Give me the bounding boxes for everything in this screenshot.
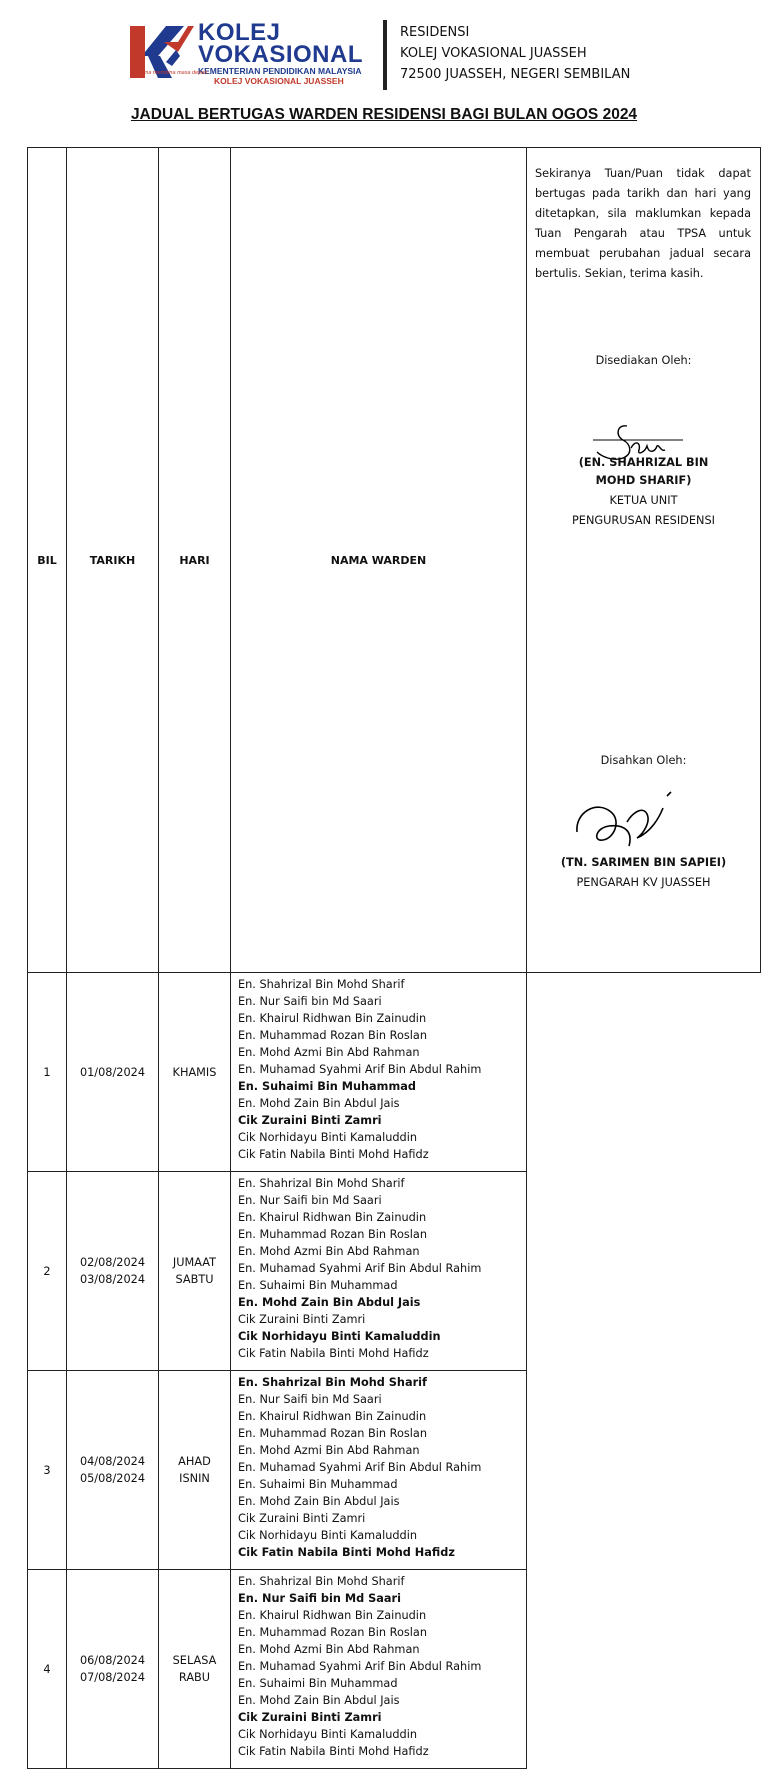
warden-name: Cik Fatin Nabila Binti Mohd Hafidz	[238, 1347, 429, 1360]
cell-tarikh	[67, 1172, 159, 1371]
warden-name: Cik Norhidayu Binti Kamaluddin	[238, 1529, 418, 1542]
cell-hari	[159, 1570, 231, 1769]
cell-tarikh	[67, 973, 159, 1172]
warden-list	[231, 1570, 526, 1760]
warden-name: Cik Zuraini Binti Zamri	[238, 1313, 366, 1326]
warden-name: En. Muhamad Syahmi Arif Bin Abdul Rahim	[238, 1660, 482, 1673]
warden-name: En. Nur Saifi bin Md Saari	[238, 1592, 401, 1605]
col-header-tarikh: TARIKH	[67, 148, 159, 973]
table-header-row	[28, 148, 761, 973]
warden-name: En. Khairul Ridhwan Bin Zainudin	[238, 1609, 427, 1622]
cell-hari	[159, 1371, 231, 1570]
warden-name: En. Mohd Azmi Bin Abd Rahman	[238, 1245, 420, 1258]
warden-schedule-table	[27, 147, 761, 1769]
warden-name: En. Mohd Azmi Bin Abd Rahman	[238, 1643, 420, 1656]
warden-name: En. Shahrizal Bin Mohd Sharif	[238, 1575, 405, 1588]
approved-by-label: Disahkan Oleh:	[600, 754, 687, 767]
cell-tarikh	[67, 1371, 159, 1570]
col-header-hari: HARI	[159, 148, 231, 973]
cell-bil: 2	[28, 1172, 67, 1371]
warden-name: En. Khairul Ridhwan Bin Zainudin	[238, 1410, 427, 1423]
address-block	[400, 22, 630, 85]
warden-name: En. Shahrizal Bin Mohd Sharif	[238, 978, 405, 991]
warden-name: Cik Norhidayu Binti Kamaluddin	[238, 1728, 418, 1741]
side-panel-content	[527, 148, 760, 972]
warden-name: En. Muhammad Rozan Bin Roslan	[238, 1228, 428, 1241]
approved-by-role: PENGARAH KV JUASSEH	[576, 876, 711, 889]
address-line: KOLEJ VOKASIONAL JUASSEH	[400, 46, 587, 61]
warden-name: En. Shahrizal Bin Mohd Sharif	[238, 1177, 405, 1190]
logo-line4: KOLEJ VOKASIONAL JUASSEH	[214, 76, 344, 86]
cell-nama-warden	[231, 1371, 527, 1570]
warden-name: Cik Zuraini Binti Zamri	[238, 1512, 366, 1525]
date-text: 03/08/2024	[79, 1273, 146, 1286]
letterhead	[0, 0, 768, 100]
header-divider	[383, 20, 387, 90]
warden-name: En. Suhaimi Bin Muhammad	[238, 1677, 398, 1690]
prepared-by-role-2: PENGURUSAN RESIDENSI	[572, 514, 715, 527]
prepared-by-name: (EN. SHAHRIZAL BIN	[578, 456, 709, 469]
logo-line2: VOKASIONAL	[198, 41, 364, 68]
warden-name: En. Nur Saifi bin Md Saari	[238, 995, 382, 1008]
table-row	[28, 973, 761, 1172]
warden-name: En. Mohd Zain Bin Abdul Jais	[238, 1296, 421, 1309]
warden-name: Cik Fatin Nabila Binti Mohd Hafidz	[238, 1745, 429, 1758]
warden-name: En. Nur Saifi bin Md Saari	[238, 1194, 382, 1207]
warden-name: En. Muhammad Rozan Bin Roslan	[238, 1029, 428, 1042]
table-row	[28, 1570, 761, 1769]
warden-name: Cik Zuraini Binti Zamri	[238, 1114, 382, 1127]
warden-name: Cik Fatin Nabila Binti Mohd Hafidz	[238, 1148, 429, 1161]
signature-sarimen	[571, 788, 701, 854]
warden-name: En. Suhaimi Bin Muhammad	[238, 1478, 398, 1491]
instruction-note: Sekiranya Tuan/Puan tidak dapat bertugas pada tarikh dan hari yang ditetapkan, sila maklumkan kepada Tuan Pengarah atau TPSA untuk membuat perubahan jadual secara bertulis. Sekian, terima kasih.	[535, 167, 751, 280]
warden-name: Cik Zuraini Binti Zamri	[238, 1711, 382, 1724]
cell-hari	[159, 1172, 231, 1371]
warden-name: En. Mohd Zain Bin Abdul Jais	[238, 1097, 400, 1110]
date-text: 05/08/2024	[79, 1472, 146, 1485]
address-line: 72500 JUASSEH, NEGERI SEMBILAN	[400, 67, 631, 82]
logo-line1: KOLEJ	[198, 19, 281, 46]
prepared-by-label: Disediakan Oleh:	[595, 354, 692, 367]
warden-list	[231, 973, 526, 1163]
warden-name: En. Mohd Zain Bin Abdul Jais	[238, 1694, 400, 1707]
cell-hari	[159, 973, 231, 1172]
warden-name: En. Muhamad Syahmi Arif Bin Abdul Rahim	[238, 1461, 482, 1474]
col-header-nama-warden: NAMA WARDEN	[231, 148, 527, 973]
warden-name: Cik Fatin Nabila Binti Mohd Hafidz	[238, 1546, 455, 1559]
day-text: RABU	[178, 1671, 211, 1684]
table-row	[28, 1371, 761, 1570]
warden-name: En. Suhaimi Bin Muhammad	[238, 1279, 398, 1292]
approved-by-name: (TN. SARIMEN BIN SAPIEI)	[560, 856, 727, 869]
day-text: SABTU	[175, 1273, 214, 1286]
warden-name: En. Muhamad Syahmi Arif Bin Abdul Rahim	[238, 1063, 482, 1076]
prepared-by-name-2: MOHD SHARIF)	[595, 474, 692, 487]
warden-name: En. Muhammad Rozan Bin Roslan	[238, 1626, 428, 1639]
date-text: 02/08/2024	[79, 1256, 146, 1269]
date-text: 04/08/2024	[79, 1455, 146, 1468]
day-text: AHAD	[178, 1455, 211, 1468]
warden-name: En. Muhamad Syahmi Arif Bin Abdul Rahim	[238, 1262, 482, 1275]
logo-tagline: bersama membina masa depan	[130, 70, 208, 76]
warden-name: En. Shahrizal Bin Mohd Sharif	[238, 1376, 427, 1389]
warden-name: Cik Norhidayu Binti Kamaluddin	[238, 1330, 441, 1343]
cell-bil: 3	[28, 1371, 67, 1570]
address-line: RESIDENSI	[400, 25, 470, 40]
day-text: ISNIN	[179, 1472, 210, 1485]
warden-list	[231, 1371, 526, 1561]
page-title: JADUAL BERTUGAS WARDEN RESIDENSI BAGI BULAN OGOS 2024	[130, 106, 638, 123]
warden-list	[231, 1172, 526, 1362]
warden-name: En. Nur Saifi bin Md Saari	[238, 1393, 382, 1406]
cell-nama-warden	[231, 1570, 527, 1769]
warden-name: En. Mohd Azmi Bin Abd Rahman	[238, 1444, 420, 1457]
prepared-by-role: KETUA UNIT	[609, 494, 678, 507]
table-row	[28, 1172, 761, 1371]
cell-bil: 1	[28, 973, 67, 1172]
cell-bil: 4	[28, 1570, 67, 1769]
col-header-bil: BIL	[28, 148, 67, 973]
kolej-vokasional-logo	[128, 19, 376, 90]
logo-line3: KEMENTERIAN PENDIDIKAN MALAYSIA	[198, 66, 362, 76]
logo-wordmark	[198, 19, 364, 86]
warden-name: En. Suhaimi Bin Muhammad	[238, 1080, 416, 1093]
date-text: 07/08/2024	[79, 1671, 146, 1684]
cell-nama-warden	[231, 973, 527, 1172]
warden-name: En. Mohd Azmi Bin Abd Rahman	[238, 1046, 420, 1059]
warden-name: En. Khairul Ridhwan Bin Zainudin	[238, 1211, 427, 1224]
date-text: 06/08/2024	[79, 1654, 146, 1667]
day-text: KHAMIS	[172, 1065, 217, 1079]
date-text: 01/08/2024	[79, 1065, 146, 1079]
day-text: SELASA	[172, 1654, 217, 1667]
side-panel	[527, 148, 761, 973]
warden-name: Cik Norhidayu Binti Kamaluddin	[238, 1131, 418, 1144]
warden-name: En. Mohd Zain Bin Abdul Jais	[238, 1495, 400, 1508]
day-text: JUMAAT	[172, 1256, 217, 1269]
warden-name: En. Muhammad Rozan Bin Roslan	[238, 1427, 428, 1440]
cell-tarikh	[67, 1570, 159, 1769]
warden-name: En. Khairul Ridhwan Bin Zainudin	[238, 1012, 427, 1025]
cell-nama-warden	[231, 1172, 527, 1371]
